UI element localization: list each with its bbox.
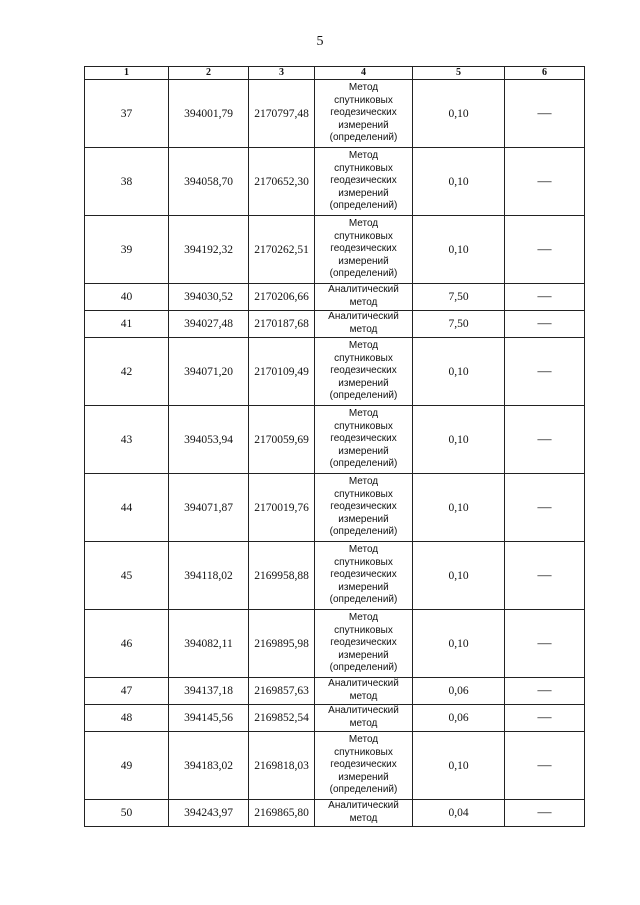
y-coordinate-cell: 2170019,76 [249, 474, 315, 542]
method-cell: Метод спутниковых геодезических измерений (определений) [315, 542, 413, 610]
point-number-cell: 40 [85, 284, 169, 311]
method-cell: Метод спутниковых геодезических измерений (определений) [315, 216, 413, 284]
point-number-cell: 46 [85, 610, 169, 678]
point-number-cell: 48 [85, 705, 169, 732]
accuracy-cell: 0,04 [413, 800, 505, 827]
method-cell: Метод спутниковых геодезических измерений (определений) [315, 80, 413, 148]
column-header-6: 6 [505, 67, 585, 80]
y-coordinate-cell: 2170187,68 [249, 311, 315, 338]
table-row [85, 216, 585, 284]
table-header-row [85, 67, 585, 80]
method-cell: Аналитический метод [315, 705, 413, 732]
x-coordinate-cell: 394118,02 [169, 542, 249, 610]
x-coordinate-cell: 394058,70 [169, 148, 249, 216]
accuracy-cell: 0,10 [413, 474, 505, 542]
x-coordinate-cell: 394082,11 [169, 610, 249, 678]
column-header-1: 1 [85, 67, 169, 80]
x-coordinate-cell: 394071,20 [169, 338, 249, 406]
y-coordinate-cell: 2169818,03 [249, 732, 315, 800]
table-row [85, 148, 585, 216]
method-cell: Метод спутниковых геодезических измерений (определений) [315, 406, 413, 474]
table-row [85, 406, 585, 474]
accuracy-cell: 0,10 [413, 148, 505, 216]
coordinates-table [84, 66, 585, 827]
y-coordinate-cell: 2169857,63 [249, 678, 315, 705]
accuracy-cell: 0,10 [413, 732, 505, 800]
table-row [85, 542, 585, 610]
method-cell: Метод спутниковых геодезических измерений (определений) [315, 338, 413, 406]
method-cell: Аналитический метод [315, 800, 413, 827]
table-row [85, 80, 585, 148]
note-cell: — [505, 80, 585, 148]
column-header-3: 3 [249, 67, 315, 80]
table-row [85, 732, 585, 800]
x-coordinate-cell: 394192,32 [169, 216, 249, 284]
note-cell: — [505, 705, 585, 732]
note-cell: — [505, 800, 585, 827]
point-number-cell: 44 [85, 474, 169, 542]
accuracy-cell: 0,10 [413, 216, 505, 284]
point-number-cell: 45 [85, 542, 169, 610]
note-cell: — [505, 284, 585, 311]
note-cell: — [505, 678, 585, 705]
y-coordinate-cell: 2169958,88 [249, 542, 315, 610]
accuracy-cell: 0,10 [413, 406, 505, 474]
method-cell: Метод спутниковых геодезических измерений (определений) [315, 610, 413, 678]
y-coordinate-cell: 2169865,80 [249, 800, 315, 827]
point-number-cell: 49 [85, 732, 169, 800]
accuracy-cell: 0,10 [413, 338, 505, 406]
table-row [85, 610, 585, 678]
table-row [85, 678, 585, 705]
table-row [85, 705, 585, 732]
accuracy-cell: 0,06 [413, 705, 505, 732]
accuracy-cell: 7,50 [413, 311, 505, 338]
table-row [85, 311, 585, 338]
note-cell: — [505, 542, 585, 610]
method-cell: Аналитический метод [315, 284, 413, 311]
y-coordinate-cell: 2170797,48 [249, 80, 315, 148]
x-coordinate-cell: 394243,97 [169, 800, 249, 827]
column-header-2: 2 [169, 67, 249, 80]
accuracy-cell: 0,06 [413, 678, 505, 705]
method-cell: Метод спутниковых геодезических измерений (определений) [315, 148, 413, 216]
accuracy-cell: 0,10 [413, 610, 505, 678]
point-number-cell: 39 [85, 216, 169, 284]
point-number-cell: 47 [85, 678, 169, 705]
note-cell: — [505, 474, 585, 542]
note-cell: — [505, 610, 585, 678]
page-number: 5 [316, 34, 324, 49]
method-cell: Метод спутниковых геодезических измерений (определений) [315, 474, 413, 542]
y-coordinate-cell: 2170206,66 [249, 284, 315, 311]
note-cell: — [505, 311, 585, 338]
column-header-5: 5 [413, 67, 505, 80]
note-cell: — [505, 338, 585, 406]
point-number-cell: 42 [85, 338, 169, 406]
y-coordinate-cell: 2169852,54 [249, 705, 315, 732]
x-coordinate-cell: 394137,18 [169, 678, 249, 705]
accuracy-cell: 0,10 [413, 80, 505, 148]
table-row [85, 474, 585, 542]
point-number-cell: 38 [85, 148, 169, 216]
note-cell: — [505, 406, 585, 474]
method-cell: Аналитический метод [315, 311, 413, 338]
table-row [85, 800, 585, 827]
point-number-cell: 41 [85, 311, 169, 338]
x-coordinate-cell: 394183,02 [169, 732, 249, 800]
method-cell: Аналитический метод [315, 678, 413, 705]
column-header-4: 4 [315, 67, 413, 80]
point-number-cell: 37 [85, 80, 169, 148]
point-number-cell: 50 [85, 800, 169, 827]
note-cell: — [505, 216, 585, 284]
y-coordinate-cell: 2169895,98 [249, 610, 315, 678]
x-coordinate-cell: 394030,52 [169, 284, 249, 311]
y-coordinate-cell: 2170059,69 [249, 406, 315, 474]
accuracy-cell: 0,10 [413, 542, 505, 610]
x-coordinate-cell: 394071,87 [169, 474, 249, 542]
table-row [85, 284, 585, 311]
x-coordinate-cell: 394001,79 [169, 80, 249, 148]
y-coordinate-cell: 2170652,30 [249, 148, 315, 216]
note-cell: — [505, 148, 585, 216]
x-coordinate-cell: 394145,56 [169, 705, 249, 732]
method-cell: Метод спутниковых геодезических измерений (определений) [315, 732, 413, 800]
note-cell: — [505, 732, 585, 800]
accuracy-cell: 7,50 [413, 284, 505, 311]
y-coordinate-cell: 2170109,49 [249, 338, 315, 406]
table-row [85, 338, 585, 406]
x-coordinate-cell: 394027,48 [169, 311, 249, 338]
x-coordinate-cell: 394053,94 [169, 406, 249, 474]
point-number-cell: 43 [85, 406, 169, 474]
y-coordinate-cell: 2170262,51 [249, 216, 315, 284]
